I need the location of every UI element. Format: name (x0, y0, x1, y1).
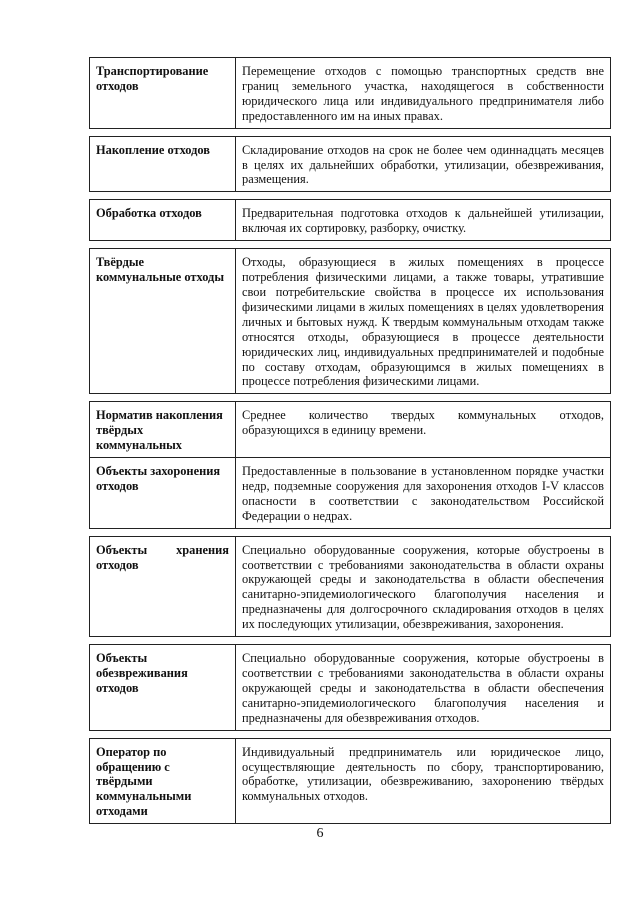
row-separator (90, 128, 611, 136)
term-cell: Объекты хранения отходов (90, 536, 236, 636)
term-cell: Накопление отходов (90, 136, 236, 192)
glossary-row (90, 402, 611, 458)
definition-cell: Среднее количество твердых коммунальных отходов, образующихся в единицу времени. (236, 402, 611, 458)
glossary-row (90, 249, 611, 394)
glossary-row (90, 458, 611, 529)
term-cell: Обработка отходов (90, 200, 236, 241)
row-separator (90, 192, 611, 200)
definition-cell: Предоставленные в пользование в установленном порядке участки недр, подземные сооружения для захоронения отходов I-V классов опасности в соответствии с законодательством Российской Федерации о недрах. (236, 458, 611, 529)
glossary-row (90, 536, 611, 636)
row-separator (90, 241, 611, 249)
term-cell: Транспортирование отходов (90, 58, 236, 129)
term-cell: Объекты обезвреживания отходов (90, 645, 236, 731)
definition-cell: Специально оборудованные сооружения, которые обустроены в соответствии с требованиями законодательства в области охраны окружающей среды и законодательства в области обеспечения санитарно-эпидемиологического благополучия населения и предназначены для долгосрочного складирования отходов в целях их последующих утилизации, обезвреживания, захоронения. (236, 536, 611, 636)
definition-cell: Складирование отходов на срок не более чем одиннадцать месяцев в целях их дальнейших обработки, утилизации, обезвреживания, размещения. (236, 136, 611, 192)
row-separator (90, 730, 611, 738)
row-separator (90, 637, 611, 645)
term-cell: Твёрдые коммунальные отходы (90, 249, 236, 394)
term-cell: Объекты захоронения отходов (90, 458, 236, 529)
definition-cell: Индивидуальный предприниматель или юридическое лицо, осуществляющие деятельность по сбору, транспортированию, обработке, утилизации, обезвреживанию, захоронению твёрдых коммунальных отходов. (236, 738, 611, 824)
definition-cell: Специально оборудованные сооружения, которые обустроены в соответствии с требованиями законодательства в области охраны окружающей среды и законодательства в области обеспечения санитарно-эпидемиологического благополучия населения и предназначены для обезвреживания отходов. (236, 645, 611, 731)
definition-cell: Предварительная подготовка отходов к дальнейшей утилизации, включая их сортировку, разборку, очистку. (236, 200, 611, 241)
definition-cell: Перемещение отходов с помощью транспортных средств вне границ земельного участка, находящегося в собственности юридического лица или индивидуального предпринимателя либо предоставленного им на иных правах. (236, 58, 611, 129)
glossary-table (89, 57, 611, 824)
term-cell: Оператор по обращению с твёрдыми коммунальными отходами (90, 738, 236, 824)
glossary-row (90, 136, 611, 192)
glossary-row (90, 645, 611, 731)
definition-cell: Отходы, образующиеся в жилых помещениях в процессе потребления физическими лицами, а также товары, утратившие свои потребительские свойства в процессе их использования физическими лицами в жилых помещениях в целях удовлетворения личных и бытовых нужд. К твердым коммунальным отходам также относятся отходы, образующиеся в процессе деятельности юридических лиц, индивидуальных предпринимателей и подобные по составу отходам, образующимся в жилых помещениях в процессе потребления физическими лицами. (236, 249, 611, 394)
term-cell: Норматив накопления твёрдых коммунальных (90, 402, 236, 458)
glossary-row (90, 58, 611, 129)
glossary-row (90, 200, 611, 241)
page-number: 6 (316, 826, 324, 841)
row-separator (90, 394, 611, 402)
glossary-row (90, 738, 611, 824)
row-separator (90, 528, 611, 536)
